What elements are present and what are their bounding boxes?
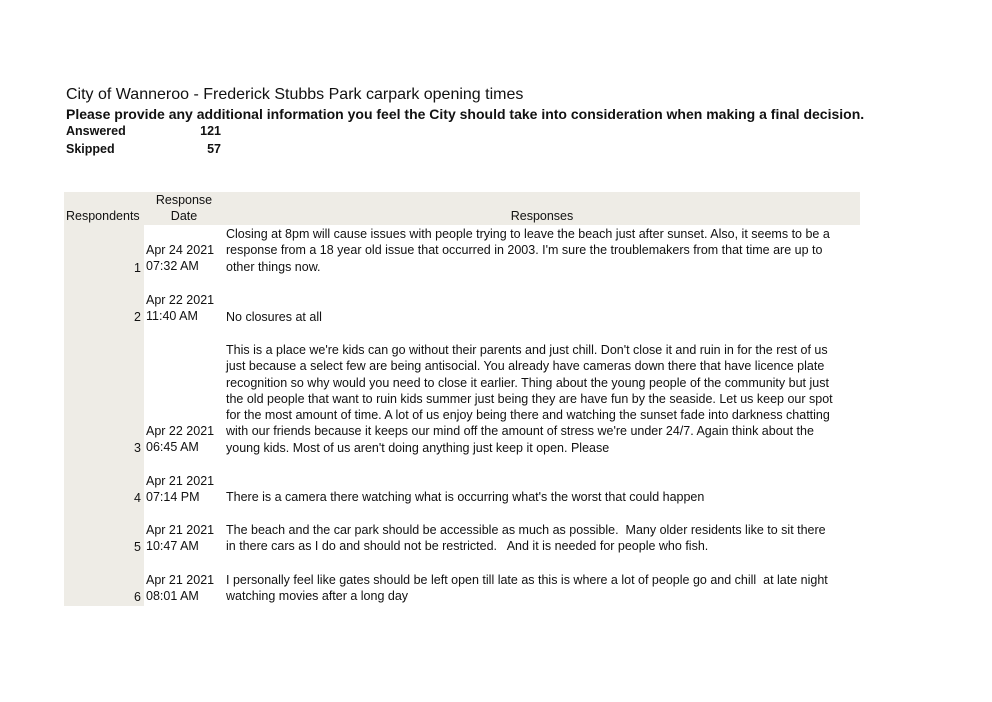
row-6-response: I personally feel like gates should be left open till late as this is where a lot of people go and chill at late night watching movies after a long day — [226, 573, 828, 604]
row-3-date — [146, 423, 224, 455]
row-5-response: The beach and the car park should be accessible as much as possible. Many older residents like to sit there in there cars as I do and should not be restricted. And it is needed for people who fish. — [226, 523, 826, 554]
row-date-time: 07:32 AM — [146, 259, 199, 273]
row-2-date — [146, 292, 224, 324]
header-respondents: Respondents — [66, 209, 140, 223]
row-5-number: 5 — [134, 540, 141, 554]
row-1-number: 1 — [134, 261, 141, 275]
row-3-response: This is a place we're kids can go without their parents and just chill. Don't close it and ruin in for the rest of us just because a select few are being antisocial. You already have cameras down there that have licence plate recognition so why would you need to close it earlier. Thing about the young people of the community but just the old people that want to ruin kids summer just being they are have fun by the seaside. Let us keep our spot for the most amount of time. A lot of us enjoy being there and watching the sunset fade into darkness chatting with our friends because it keeps our mind off the amount of stress we're under 24/7. Again think about the young kids. Most of us aren't doing anything just keep it open. Please — [226, 343, 833, 455]
row-4-number: 4 — [134, 491, 141, 505]
row-1-response: Closing at 8pm will cause issues with people trying to leave the beach just after sunset. Also, it seems to be a response from a 18 year old issue that occurred in 2003. I'm sure the troublemakers from that time are up to other things now. — [226, 227, 830, 274]
row-date-time: 08:01 AM — [146, 589, 199, 603]
row-1-date — [146, 242, 224, 274]
header-date-line1: Response — [155, 193, 213, 207]
row-date-time: 10:47 AM — [146, 539, 199, 553]
answered-count: 121 — [200, 124, 221, 138]
survey-question: Please provide any additional information you feel the City should take into consideration when making a final decision. — [66, 106, 865, 122]
row-2-number: 2 — [134, 310, 141, 324]
row-4-response: There is a camera there watching what is occurring what's the worst that could happen — [226, 490, 705, 504]
row-date-day: Apr 21 2021 — [146, 474, 215, 488]
row-date-day: Apr 21 2021 — [146, 523, 215, 537]
row-4-date — [146, 473, 224, 505]
row-date-day: Apr 21 2021 — [146, 573, 215, 587]
row-2-response: No closures at all — [226, 310, 322, 324]
skipped-count: 57 — [207, 142, 221, 156]
skipped-label: Skipped — [66, 142, 115, 156]
header-response-date — [146, 192, 222, 224]
row-date-time: 07:14 PM — [146, 490, 200, 504]
row-3-number: 3 — [134, 441, 141, 455]
row-date-day: Apr 22 2021 — [146, 424, 215, 438]
row-6-number: 6 — [134, 590, 141, 604]
header-responses: Responses — [510, 209, 574, 223]
row-date-time: 06:45 AM — [146, 440, 199, 454]
row-6-date — [146, 572, 224, 604]
header-date-line2: Date — [170, 209, 198, 223]
row-date-day: Apr 22 2021 — [146, 293, 215, 307]
survey-title: City of Wanneroo - Frederick Stubbs Park carpark opening times — [66, 86, 524, 103]
answered-label: Answered — [66, 124, 126, 138]
row-date-time: 11:40 AM — [146, 309, 198, 323]
row-date-day: Apr 24 2021 — [146, 243, 215, 257]
row-5-date — [146, 522, 224, 554]
